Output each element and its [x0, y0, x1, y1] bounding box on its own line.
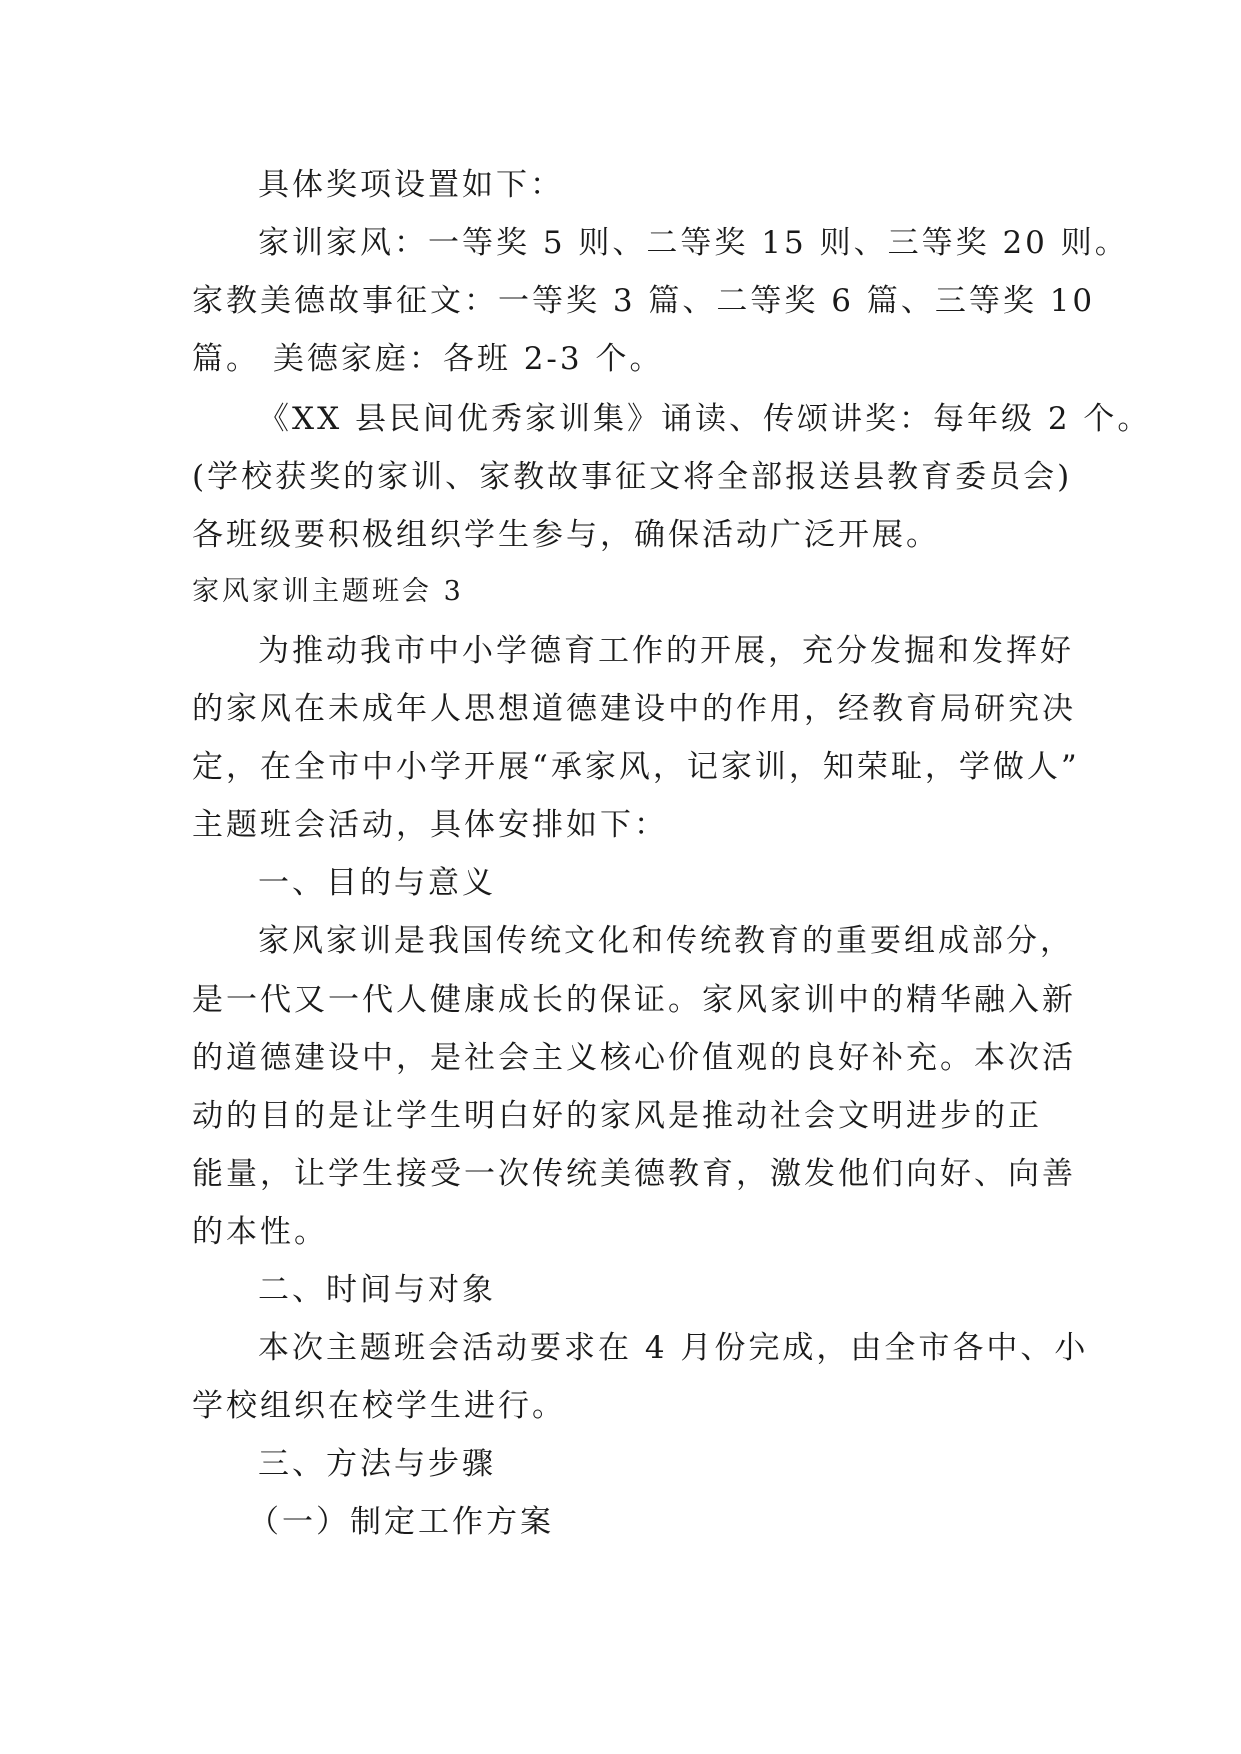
- text-line: 篇。 美德家庭：各班 2-3 个。: [192, 341, 664, 377]
- text-line: 家教美德故事征文：一等奖 3 篇、二等奖 6 篇、三等奖 10: [192, 283, 1096, 319]
- text-line: 学校组织在校学生进行。: [192, 1388, 566, 1424]
- section-heading: 家风家训主题班会 3: [192, 576, 464, 607]
- text-line: 的道德建设中，是社会主义核心价值观的良好补充。本次活: [192, 1040, 1076, 1076]
- subheading: （一）制定工作方案: [248, 1504, 554, 1540]
- text-line: 动的目的是让学生明白好的家风是推动社会文明进步的正: [192, 1098, 1042, 1134]
- text-line: 主题班会活动，具体安排如下：: [192, 807, 668, 843]
- text-line: 的本性。: [192, 1214, 328, 1250]
- subheading: 二、时间与对象: [258, 1272, 496, 1308]
- text-line: 为推动我市中小学德育工作的开展，充分发掘和发挥好: [258, 633, 1074, 669]
- text-line: 各班级要积极组织学生参与，确保活动广泛开展。: [192, 517, 940, 553]
- text-line: 定，在全市中小学开展“承家风，记家训，知荣耻，学做人”: [192, 749, 1080, 785]
- text-line: 家训家风：一等奖 5 则、二等奖 15 则、三等奖 20 则。: [258, 225, 1129, 261]
- text-line: 能量，让学生接受一次传统美德教育，激发他们向好、向善: [192, 1156, 1076, 1192]
- subheading: 三、方法与步骤: [258, 1446, 496, 1482]
- text-line: 具体奖项设置如下：: [258, 167, 564, 203]
- subheading: 一、目的与意义: [258, 865, 496, 901]
- text-line: 的家风在未成年人思想道德建设中的作用，经教育局研究决: [192, 691, 1076, 727]
- text-line: 家风家训是我国传统文化和传统教育的重要组成部分，: [258, 923, 1074, 959]
- text-line: 《XX 县民间优秀家训集》诵读、传颂讲奖：每年级 2 个。: [258, 401, 1152, 437]
- text-line: (学校获奖的家训、家教故事征文将全部报送县教育委员会): [192, 459, 1073, 495]
- text-line: 是一代又一代人健康成长的保证。家风家训中的精华融入新: [192, 982, 1076, 1018]
- text-line: 本次主题班会活动要求在 4 月份完成，由全市各中、小: [258, 1330, 1089, 1366]
